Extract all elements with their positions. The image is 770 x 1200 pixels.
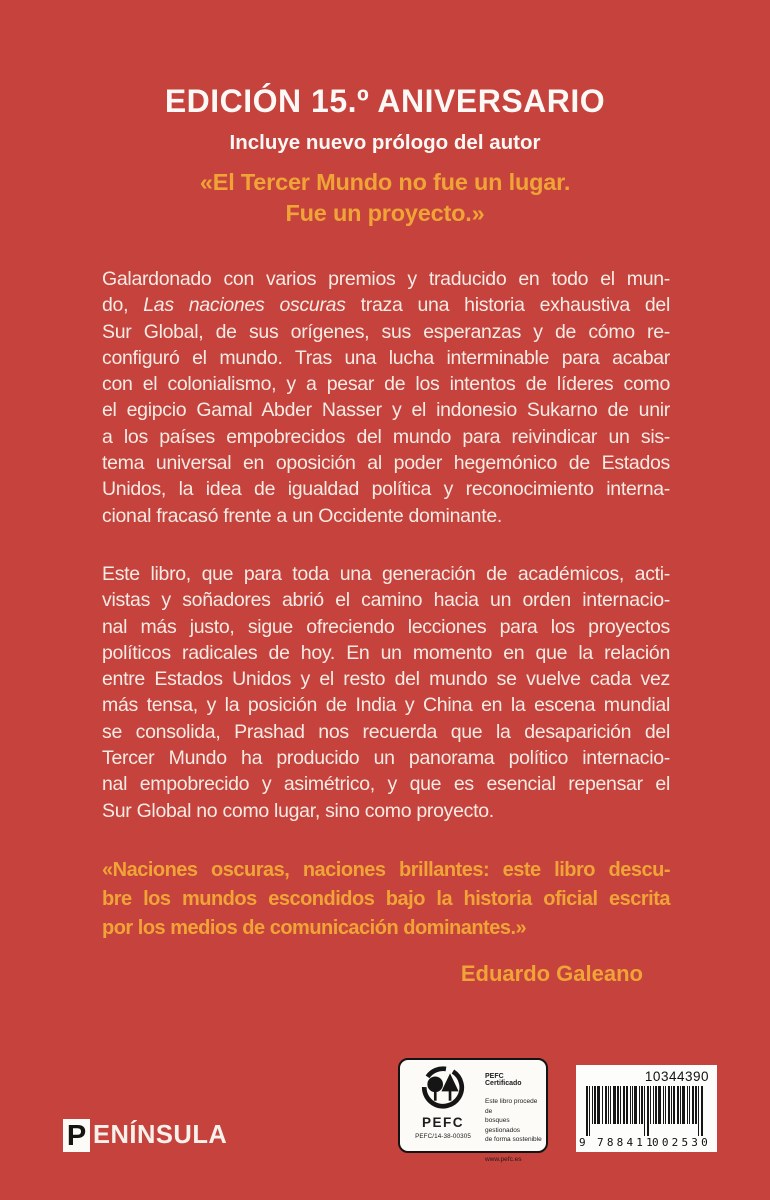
text-line: por los medios de comunicación dominantes.»	[102, 917, 527, 940]
text-line: do, Las naciones oscuras traza una historia exhaustiva del	[102, 294, 670, 317]
pefc-description	[485, 1097, 542, 1145]
endorsement-attribution: Eduardo Galeano	[460, 961, 643, 986]
pefc-url: www.pefc.es	[485, 1155, 522, 1163]
text-line: Sur Global no como lugar, sino como proyecto.	[102, 799, 494, 822]
pefc-label	[398, 1058, 548, 1163]
edition-headline: EDICIÓN 15.º ANIVERSARIO	[164, 83, 606, 119]
text-line: bosques gestionados	[485, 1117, 521, 1134]
text-line: «Naciones oscuras, naciones brillantes: este libro descu-	[102, 859, 670, 881]
synopsis-paragraph-2	[102, 561, 670, 824]
text-line: de forma sostenible	[485, 1136, 542, 1143]
endorsement-quote	[102, 856, 670, 944]
isbn-barcode	[576, 1065, 717, 1152]
publisher-logo	[63, 1119, 227, 1152]
text-line: entre Estados Unidos y el resto del mundo se vuelve cada vez	[102, 668, 670, 691]
pefc-wordmark: PEFC	[421, 1115, 464, 1130]
isbn-group-1: 788411	[597, 1136, 656, 1149]
text-line: Este libro procede de	[485, 1098, 538, 1115]
text-line: Fue un proyecto.»	[285, 200, 485, 226]
pefc-cert-code: PEFC/14-38-00305	[415, 1133, 471, 1140]
pefc-title: PEFC Certificado	[485, 1073, 522, 1087]
barcode-digits	[576, 1136, 717, 1150]
pull-quote	[0, 167, 770, 229]
text-line: cional fracasó frente a un Occidente dominante.	[102, 504, 502, 527]
synopsis-paragraph-1	[102, 266, 670, 529]
text-line: más tensa, y la posición de India y China en la escena mundial	[102, 694, 670, 717]
text-line: tema universal en oposición al poder hegemónico de Estados	[102, 452, 670, 475]
text-line: vistas y soñadores abrió el camino hacia un orden internacio-	[102, 589, 670, 612]
text-line: nal más justo, sigue ofreciendo lecciones para los proyectos	[102, 615, 670, 638]
text-line: políticos radicales de hoy. En un momento en que la relación	[102, 641, 670, 664]
pefc-logo-column	[400, 1060, 476, 1151]
pefc-trees-icon	[418, 1099, 468, 1116]
text-line: Galardonado con varios premios y traducido en todo el mun-	[102, 268, 670, 290]
text-line: Sur Global, de sus orígenes, sus esperanzas y de cómo re-	[102, 320, 670, 343]
publisher-initial: P	[66, 1120, 87, 1152]
isbn-group-2: 002530	[652, 1136, 711, 1149]
pefc-text-column	[476, 1060, 546, 1163]
text-line: nal empobrecido y asimétrico, y que es esencial repensar el	[102, 773, 670, 796]
barcode-top-number: 10344390	[644, 1069, 709, 1084]
text-line: Este libro, que para toda una generación de académicos, acti-	[102, 563, 670, 585]
text-line: bre los mundos escondidos bajo la historia oficial escrita	[102, 888, 670, 911]
text-line: «El Tercer Mundo no fue un lugar.	[199, 169, 571, 195]
publisher-logo-box	[63, 1119, 90, 1152]
publisher-name: ENÍNSULA	[93, 1121, 228, 1149]
text-line: a los países empobrecidos del mundo para reivindicar un sis-	[102, 425, 670, 448]
prologue-subtitle: Incluye nuevo prólogo del autor	[229, 131, 541, 154]
isbn-digit-9: 9	[579, 1136, 586, 1149]
text-line: Tercer Mundo ha producido un panorama político internacio-	[102, 747, 670, 770]
text-line: configuró el mundo. Tras una lucha interminable para acabar	[102, 346, 670, 369]
text-line: con el colonialismo, y a pesar de los intentos de líderes como	[102, 373, 670, 396]
text-line: el egipcio Gamal Abder Nasser y el indonesio Sukarno de unir	[102, 399, 670, 422]
text-line: se consolida, Prashad nos recuerda que la desaparición del	[102, 720, 670, 743]
text-line: Unidos, la idea de igualdad política y reconocimiento interna-	[102, 478, 670, 501]
